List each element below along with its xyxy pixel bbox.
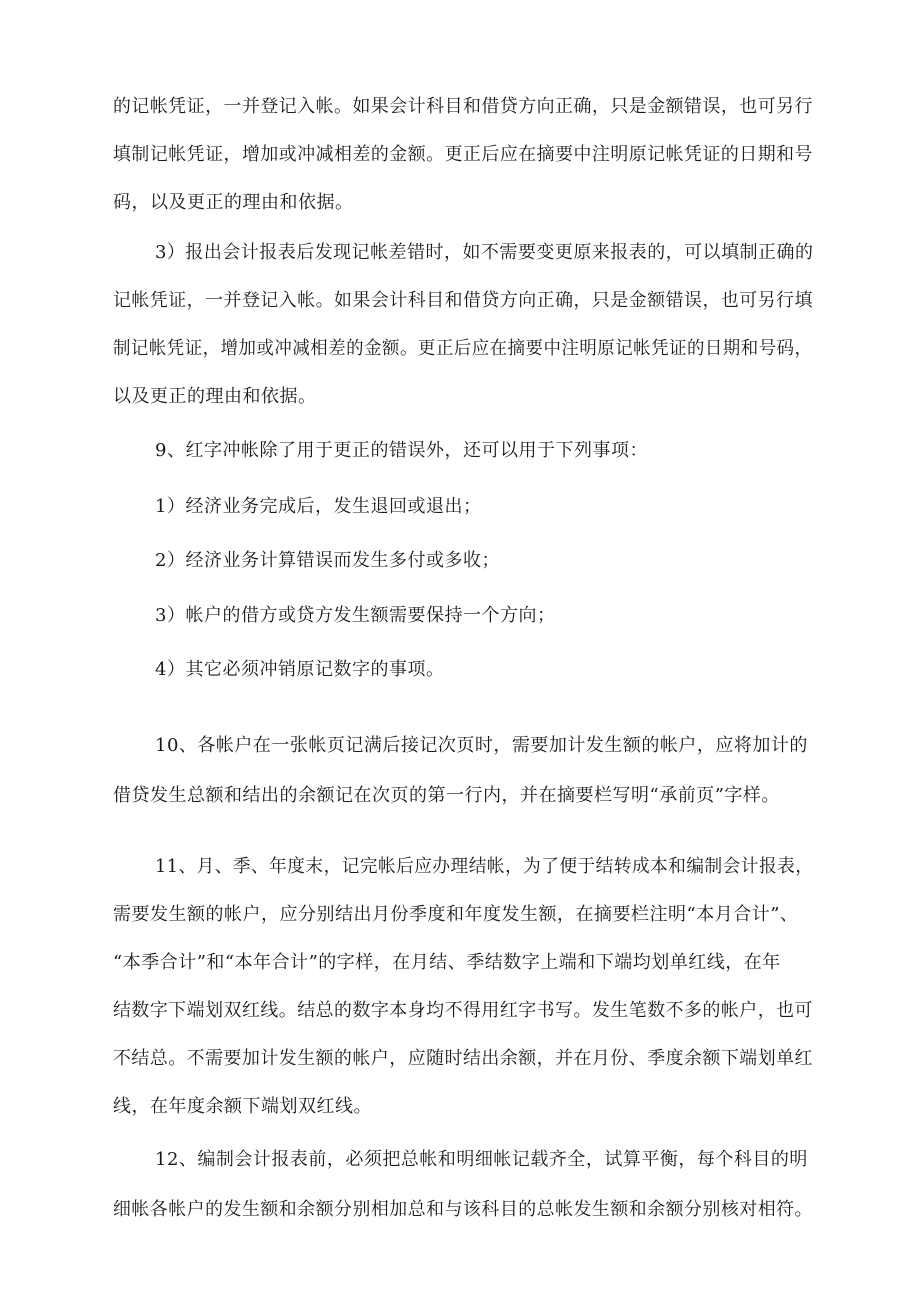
text-line: 不结总。不需要加计发生额的帐户，应随时结出余额，并在月份、季度余额下端划单红 (113, 1048, 813, 1069)
text-line: 1）经济业务完成后，发生退回或退出； (155, 496, 482, 517)
list-item-3 (113, 607, 813, 631)
text-line: 11、月、季、年度末，记完帐后应办理结帐，为了便于结转成本和编制会计报表， (155, 856, 814, 877)
text-line: 码，以及更正的理由和依据。 (113, 192, 354, 213)
list-item-2 (113, 552, 813, 576)
list-item-4 (113, 661, 813, 685)
text-line: 需要发生额的帐户，应分别结出月份季度和年度发生额，在摘要栏注明“本月合计”、 (113, 904, 799, 925)
text-line: 细帐各帐户的发生额和余额分别相加总和与该科目的总帐发生额和余额分别核对相符。 (113, 1199, 813, 1220)
text-line: 2）经济业务计算错误而发生多付或多收； (155, 550, 500, 571)
text-line: 线，在年度余额下端划双红线。 (113, 1096, 372, 1117)
text-line: 借贷发生总额和结出的余额记在次页的第一行内，并在摘要栏写明“承前页”字样。 (113, 785, 780, 806)
text-line: 3）报出会计报表后发现记帐差错时，如不需要变更原来报表的，可以填制正确的 (155, 242, 814, 263)
text-line: 4）其它必须冲销原记数字的事项。 (155, 659, 445, 680)
paragraph-item-3-report-errors (113, 244, 813, 416)
text-line: 填制记帐凭证，增加或冲减相差的金额。更正后应在摘要中注明原记帐凭证的日期和号 (113, 144, 813, 165)
text-line: 制记帐凭证，增加或冲减相差的金额。更正后应在摘要中注明原记帐凭证的日期和号码， (113, 338, 813, 359)
text-line: 3）帐户的借方或贷方发生额需要保持一个方向； (155, 605, 556, 626)
paragraph-section-10 (113, 737, 813, 813)
paragraph-section-12 (113, 1151, 813, 1229)
text-line: 12、编制会计报表前，必须把总帐和明细帐记载齐全，试算平衡，每个科目的明 (155, 1149, 808, 1170)
text-line: 10、各帐户在一张帐页记满后接记次页时，需要加计发生额的帐户，应将加计的 (155, 735, 808, 756)
text-line: 结数字下端划双红线。结总的数字本身均不得用红字书写。发生笔数不多的帐户，也可 (113, 1000, 813, 1021)
text-line: 记帐凭证，一并登记入帐。如果会计科目和借贷方向正确，只是金额错误，也可另行填 (113, 290, 813, 311)
text-line: “本季合计”和“本年合计”的字样，在月结、季结数字上端和下端均划单红线，在年 (113, 952, 781, 973)
list-item-1 (113, 498, 813, 522)
text-line: 以及更正的理由和依据。 (113, 386, 317, 407)
text-line: 9、红字冲帐除了用于更正的错误外，还可以用于下列事项： (155, 440, 648, 461)
paragraph-section-11 (113, 858, 813, 1126)
text-line: 的记帐凭证，一并登记入帐。如果会计科目和借贷方向正确，只是金额错误，也可另行 (113, 96, 813, 117)
paragraph-section-9-heading (113, 442, 813, 466)
paragraph-voucher-correction-continued (113, 98, 813, 222)
